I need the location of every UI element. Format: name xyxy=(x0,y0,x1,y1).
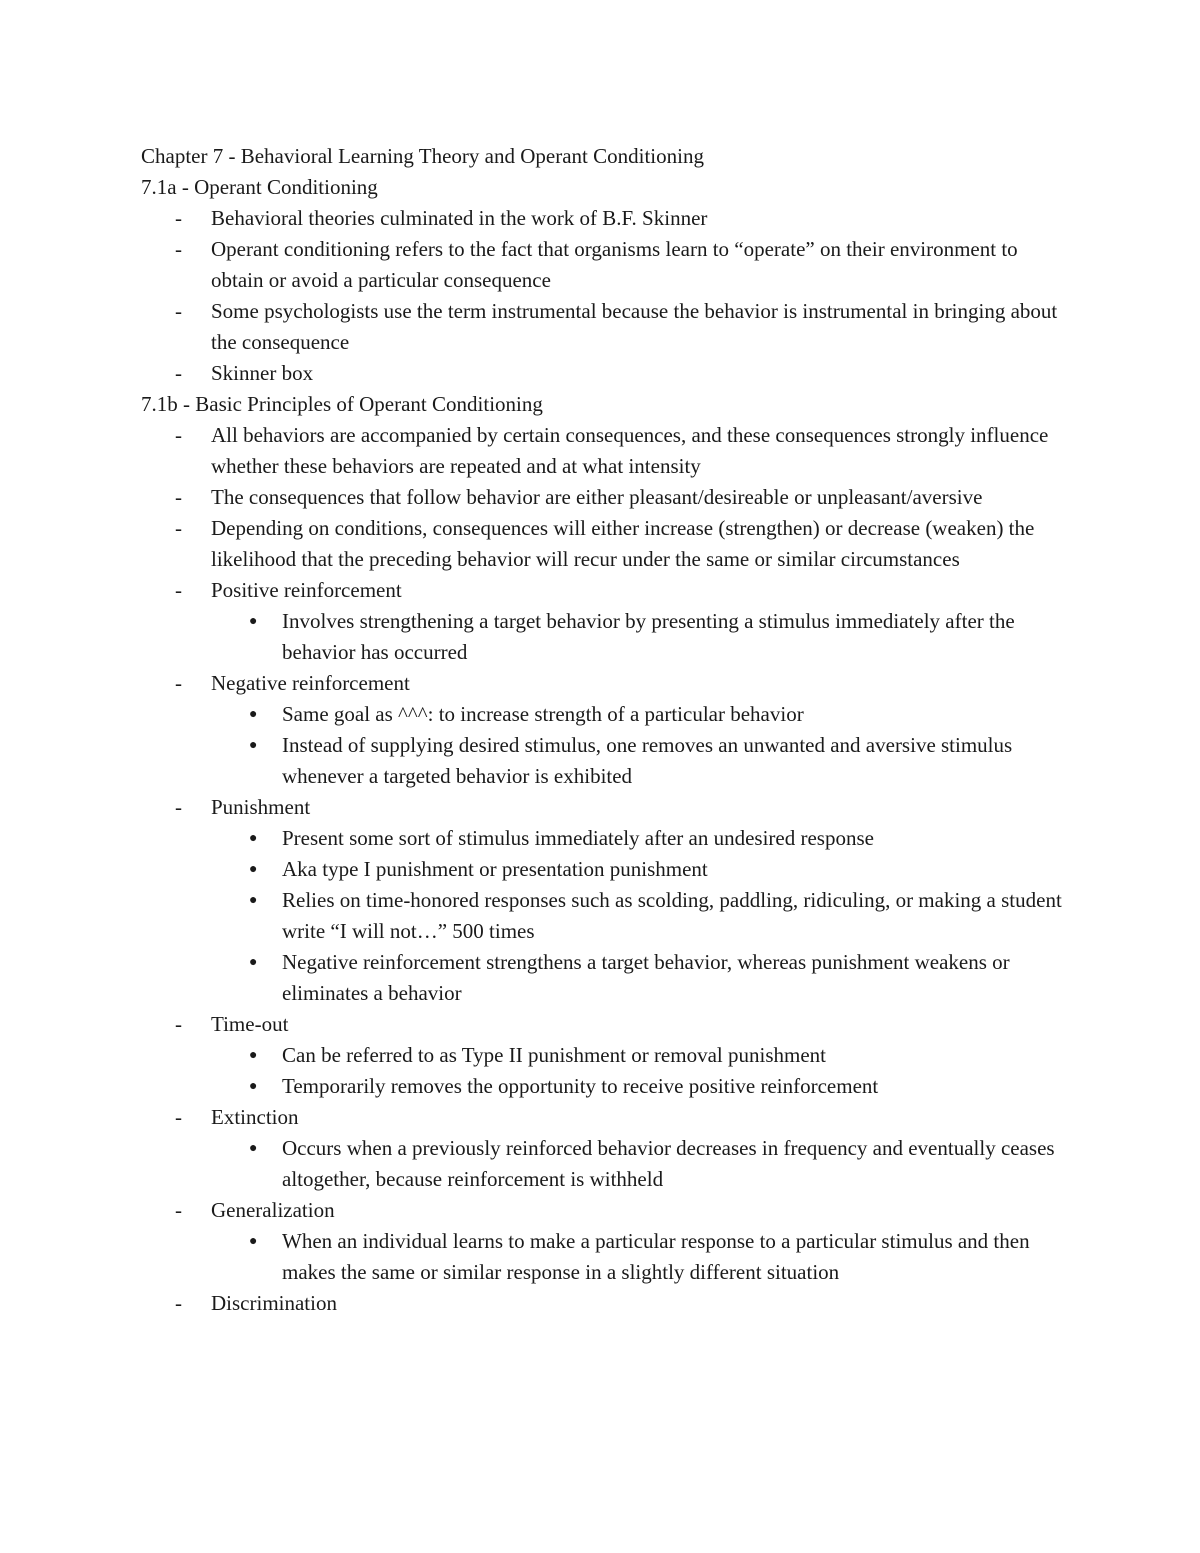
list-item-text: Discrimination xyxy=(211,1291,337,1315)
sub-list-item-text: Present some sort of stimulus immediately after an undesired response xyxy=(282,826,874,850)
sub-list-item xyxy=(141,885,1071,947)
list-item-text: Some psychologists use the term instrumental because the behavior is instrumental in bringing about the consequence xyxy=(211,299,1058,354)
bullet-icon: ● xyxy=(249,1141,258,1156)
dash-marker: - xyxy=(175,516,182,540)
bullet-icon: ● xyxy=(249,1234,258,1249)
bullet-icon: ● xyxy=(249,1079,258,1094)
dash-marker: - xyxy=(175,1012,182,1036)
sub-list-item xyxy=(141,1133,1071,1195)
list-item-text: Operant conditioning refers to the fact that organisms learn to “operate” on their environment to obtain or avoid a particular consequence xyxy=(211,237,1018,292)
sub-list-item-text: Instead of supplying desired stimulus, one removes an unwanted and aversive stimulus whenever a targeted behavior is exhibited xyxy=(282,733,1013,788)
list-item xyxy=(141,203,1071,234)
list-item xyxy=(141,1195,1071,1226)
sub-list-item xyxy=(141,699,1071,730)
list-item xyxy=(141,420,1071,482)
list-item-text: Time-out xyxy=(211,1012,289,1036)
dash-marker: - xyxy=(175,1105,182,1129)
list-item xyxy=(141,575,1071,606)
sub-list-item xyxy=(141,1226,1071,1288)
dash-marker: - xyxy=(175,423,182,447)
list-item xyxy=(141,234,1071,296)
list-item xyxy=(141,482,1071,513)
dash-marker: - xyxy=(175,361,182,385)
sub-list-item-text: Occurs when a previously reinforced behavior decreases in frequency and eventually ceases altogether, because reinforcement is withheld xyxy=(282,1136,1055,1191)
sub-list-item xyxy=(141,1040,1071,1071)
list-item-text: Punishment xyxy=(211,795,311,819)
sub-list-item xyxy=(141,1071,1071,1102)
list-item-text: Behavioral theories culminated in the work of B.F. Skinner xyxy=(211,206,708,230)
dash-marker: - xyxy=(175,485,182,509)
sub-list-item-text: Relies on time-honored responses such as scolding, paddling, ridiculing, or making a student write “I will not…” 500 times xyxy=(282,888,1062,943)
list-item xyxy=(141,513,1071,575)
list-item-text: Generalization xyxy=(211,1198,335,1222)
bullet-icon: ● xyxy=(249,955,258,970)
dash-marker: - xyxy=(175,1291,182,1315)
list-item xyxy=(141,668,1071,699)
list-item xyxy=(141,1102,1071,1133)
sub-list-item-text: Same goal as ^^^: to increase strength of a particular behavior xyxy=(282,702,804,726)
list-item-text: Positive reinforcement xyxy=(211,578,402,602)
bullet-icon: ● xyxy=(249,831,258,846)
list-item-text: The consequences that follow behavior are either pleasant/desireable or unpleasant/aversive xyxy=(211,485,983,509)
dash-marker: - xyxy=(175,237,182,261)
list-item xyxy=(141,792,1071,823)
list-item-text: Depending on conditions, consequences will either increase (strengthen) or decrease (weaken) the likelihood that the preceding behavior will recur under the same or similar circumstances xyxy=(211,516,1035,571)
dash-marker: - xyxy=(175,206,182,230)
bullet-icon: ● xyxy=(249,707,258,722)
list-item xyxy=(141,358,1071,389)
sub-list-item-text: Involves strengthening a target behavior by presenting a stimulus immediately after the behavior has occurred xyxy=(282,609,1015,664)
dash-marker: - xyxy=(175,1198,182,1222)
sub-list-item-text: Negative reinforcement strengthens a target behavior, whereas punishment weakens or eliminates a behavior xyxy=(282,950,1010,1005)
section-heading: 7.1a - Operant Conditioning xyxy=(141,175,378,199)
dash-marker: - xyxy=(175,795,182,819)
bullet-icon: ● xyxy=(249,614,258,629)
bullet-icon: ● xyxy=(249,862,258,877)
sub-list-item xyxy=(141,823,1071,854)
sub-list-item-text: Can be referred to as Type II punishment or removal punishment xyxy=(282,1043,826,1067)
list-item xyxy=(141,296,1071,358)
document-title: Chapter 7 - Behavioral Learning Theory and Operant Conditioning xyxy=(141,144,704,168)
sub-list-item xyxy=(141,606,1071,668)
list-item-text: Negative reinforcement xyxy=(211,671,410,695)
list-item xyxy=(141,1009,1071,1040)
list-item-text: Extinction xyxy=(211,1105,299,1129)
sub-list-item-text: Temporarily removes the opportunity to receive positive reinforcement xyxy=(282,1074,879,1098)
dash-marker: - xyxy=(175,578,182,602)
sub-list-item xyxy=(141,947,1071,1009)
section-heading: 7.1b - Basic Principles of Operant Conditioning xyxy=(141,392,543,416)
sub-list-item xyxy=(141,730,1071,792)
document-body xyxy=(141,141,1071,1319)
list-item xyxy=(141,1288,1071,1319)
sub-list-item xyxy=(141,854,1071,885)
bullet-icon: ● xyxy=(249,893,258,908)
sub-list-item-text: Aka type I punishment or presentation punishment xyxy=(282,857,708,881)
bullet-icon: ● xyxy=(249,1048,258,1063)
dash-marker: - xyxy=(175,299,182,323)
dash-marker: - xyxy=(175,671,182,695)
list-item-text: Skinner box xyxy=(211,361,314,385)
bullet-icon: ● xyxy=(249,738,258,753)
sub-list-item-text: When an individual learns to make a particular response to a particular stimulus and then makes the same or similar response in a slightly different situation xyxy=(282,1229,1030,1284)
list-item-text: All behaviors are accompanied by certain consequences, and these consequences strongly influence whether these behaviors are repeated and at what intensity xyxy=(211,423,1049,478)
